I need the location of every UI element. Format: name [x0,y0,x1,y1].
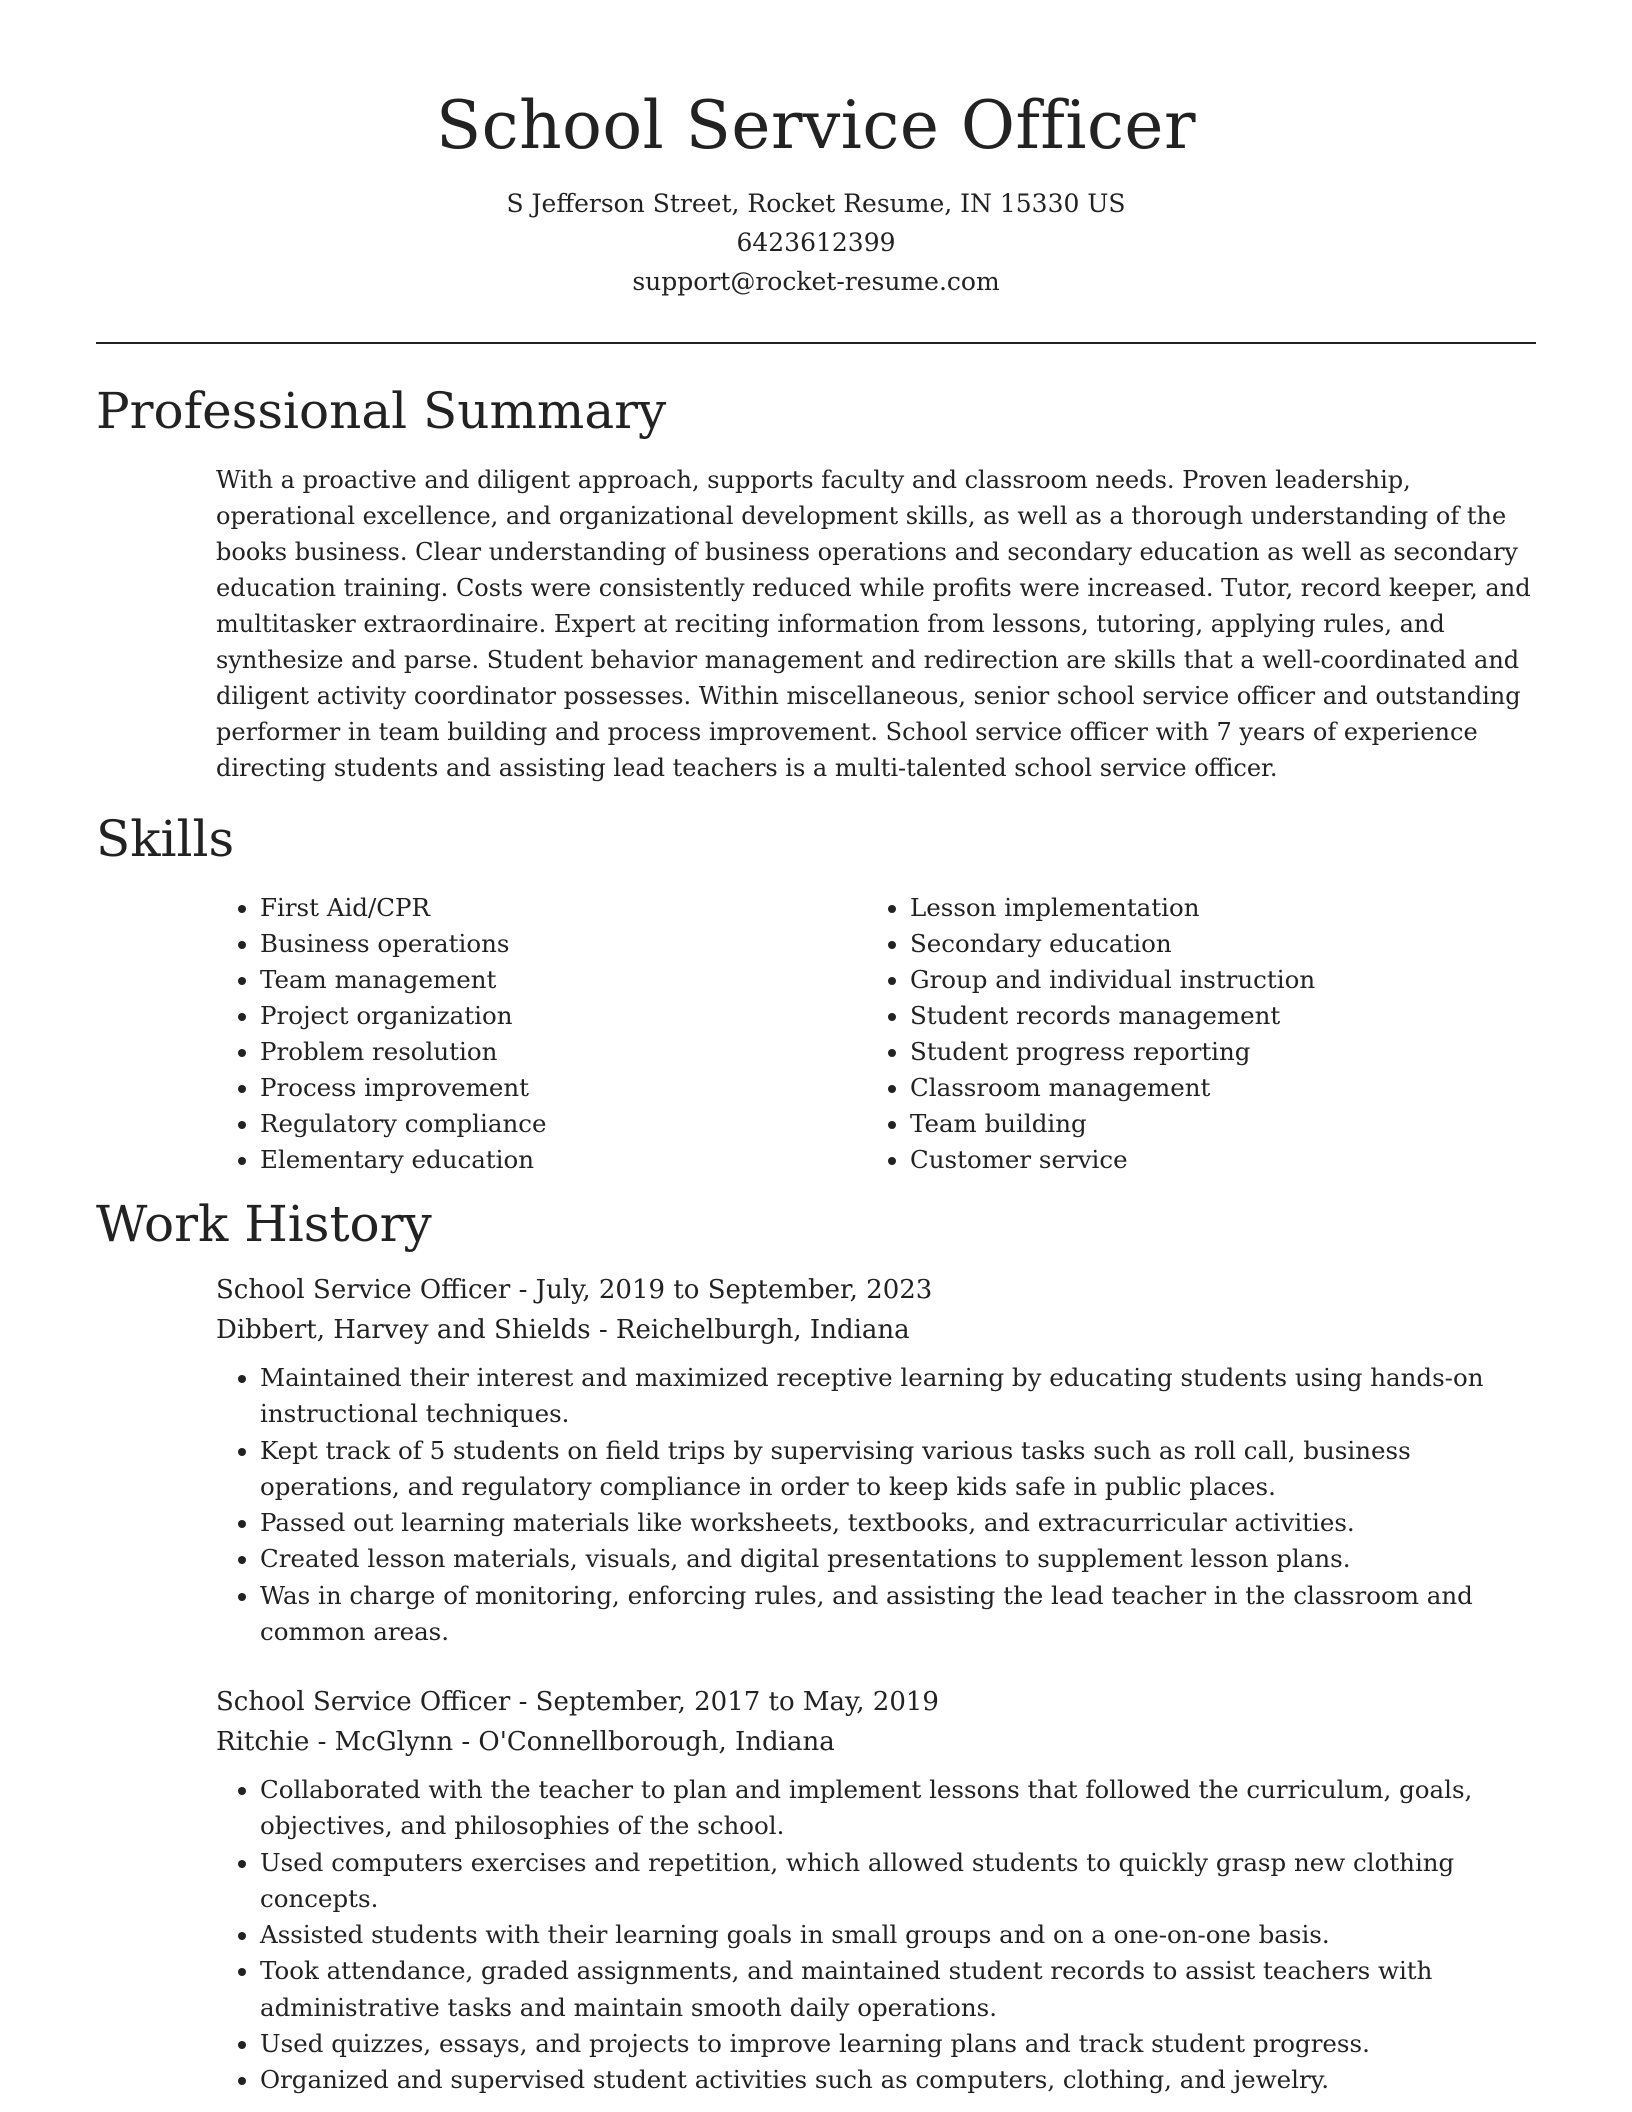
skill-item: • Problem resolution [260,1034,866,1070]
job-bullets [216,1772,1546,2099]
job-company-location: Dibbert, Harvey and Shields - Reichelburgh, Indiana [216,1315,910,1345]
job-bullet: • Created lesson materials, visuals, and digital presentations to supplement lesson plans. [260,1541,1546,1577]
phone: 6423612399 [736,228,896,257]
skill-item: • Student records management [910,998,1516,1034]
job-bullet: • Passed out learning materials like worksheets, textbooks, and extracurricular activities. [260,1505,1546,1541]
summary-heading: Professional Summary [96,382,667,440]
job-bullet: • Collaborated with the teacher to plan and implement lessons that followed the curriculum, goals, objectives, and philosophies of the school. [260,1772,1546,1845]
job-bullet: • Took attendance, graded assignments, and maintained student records to assist teachers with administrative tasks and maintain smooth daily operations. [260,1953,1546,2026]
address: S Jefferson Street, Rocket Resume, IN 15330 US [506,189,1126,218]
skill-item: • Secondary education [910,926,1516,962]
skill-item: • Team management [260,962,866,998]
email: support@rocket-resume.com [632,267,1000,296]
job-bullets [216,1360,1546,1650]
skill-item: • Customer service [910,1142,1516,1178]
skill-item: • Business operations [260,926,866,962]
skill-item: • First Aid/CPR [260,890,866,926]
skill-item: • Elementary education [260,1142,866,1178]
skills-heading: Skills [96,810,235,868]
job-title-dates: School Service Officer - July, 2019 to September, 2023 [216,1275,933,1305]
job-bullet: • Was in charge of monitoring, enforcing rules, and assisting the lead teacher in the classroom and common areas. [260,1578,1546,1651]
job-bullet: • Used quizzes, essays, and projects to improve learning plans and track student progress. [260,2026,1546,2062]
skill-item: • Classroom management [910,1070,1516,1106]
summary-text: With a proactive and diligent approach, supports faculty and classroom needs. Proven leadership, operational excellence, and organizational development skills, as well as a thorough understanding of the books business. Clear understanding of business operations and secondary education as well as secondary education training. Costs were consistently reduced while profits were increased. Tutor, record keeper, and multitasker extraordinaire. Expert at reciting information from lessons, tutoring, applying rules, and synthesize and parse. Student behavior management and redirection are skills that a well-coordinated and diligent activity coordinator possesses. Within miscellaneous, senior school service officer and outstanding performer in team building and process improvement. School service officer with 7 years of experience directing students and assisting lead teachers is a multi-talented school service officer. [216,466,1531,782]
job-bullet: • Organized and supervised student activities such as computers, clothing, and jewelry. [260,2062,1546,2098]
header-divider [96,342,1536,344]
skill-item: • Project organization [260,998,866,1034]
job-company-location: Ritchie - McGlynn - O'Connellborough, Indiana [216,1727,835,1757]
job-bullet: • Used computers exercises and repetition, which allowed students to quickly grasp new clothing concepts. [260,1845,1546,1918]
candidate-name: School Service Officer [435,87,1197,164]
resume-header [0,82,1632,301]
skill-item: • Group and individual instruction [910,962,1516,998]
skills-column-left [216,890,866,1178]
job-bullet: • Maintained their interest and maximized receptive learning by educating students using hands-on instructional techniques. [260,1360,1546,1433]
skill-item: • Regulatory compliance [260,1106,866,1142]
job-entry [216,1270,1546,1650]
skills-column-right [866,890,1516,1178]
skill-item: • Team building [910,1106,1516,1142]
work-history-heading: Work History [96,1195,432,1253]
job-title-dates: School Service Officer - September, 2017 to May, 2019 [216,1687,939,1717]
skills-list [216,890,1516,1178]
skill-item: • Student progress reporting [910,1034,1516,1070]
skill-item: • Process improvement [260,1070,866,1106]
job-entry [216,1682,1546,2099]
contact-block [0,184,1632,301]
job-bullet: • Assisted students with their learning goals in small groups and on a one-on-one basis. [260,1917,1546,1953]
skill-item: • Lesson implementation [910,890,1516,926]
job-bullet: • Kept track of 5 students on field trips by supervising various tasks such as roll call, business operations, and regulatory compliance in order to keep kids safe in public places. [260,1433,1546,1506]
